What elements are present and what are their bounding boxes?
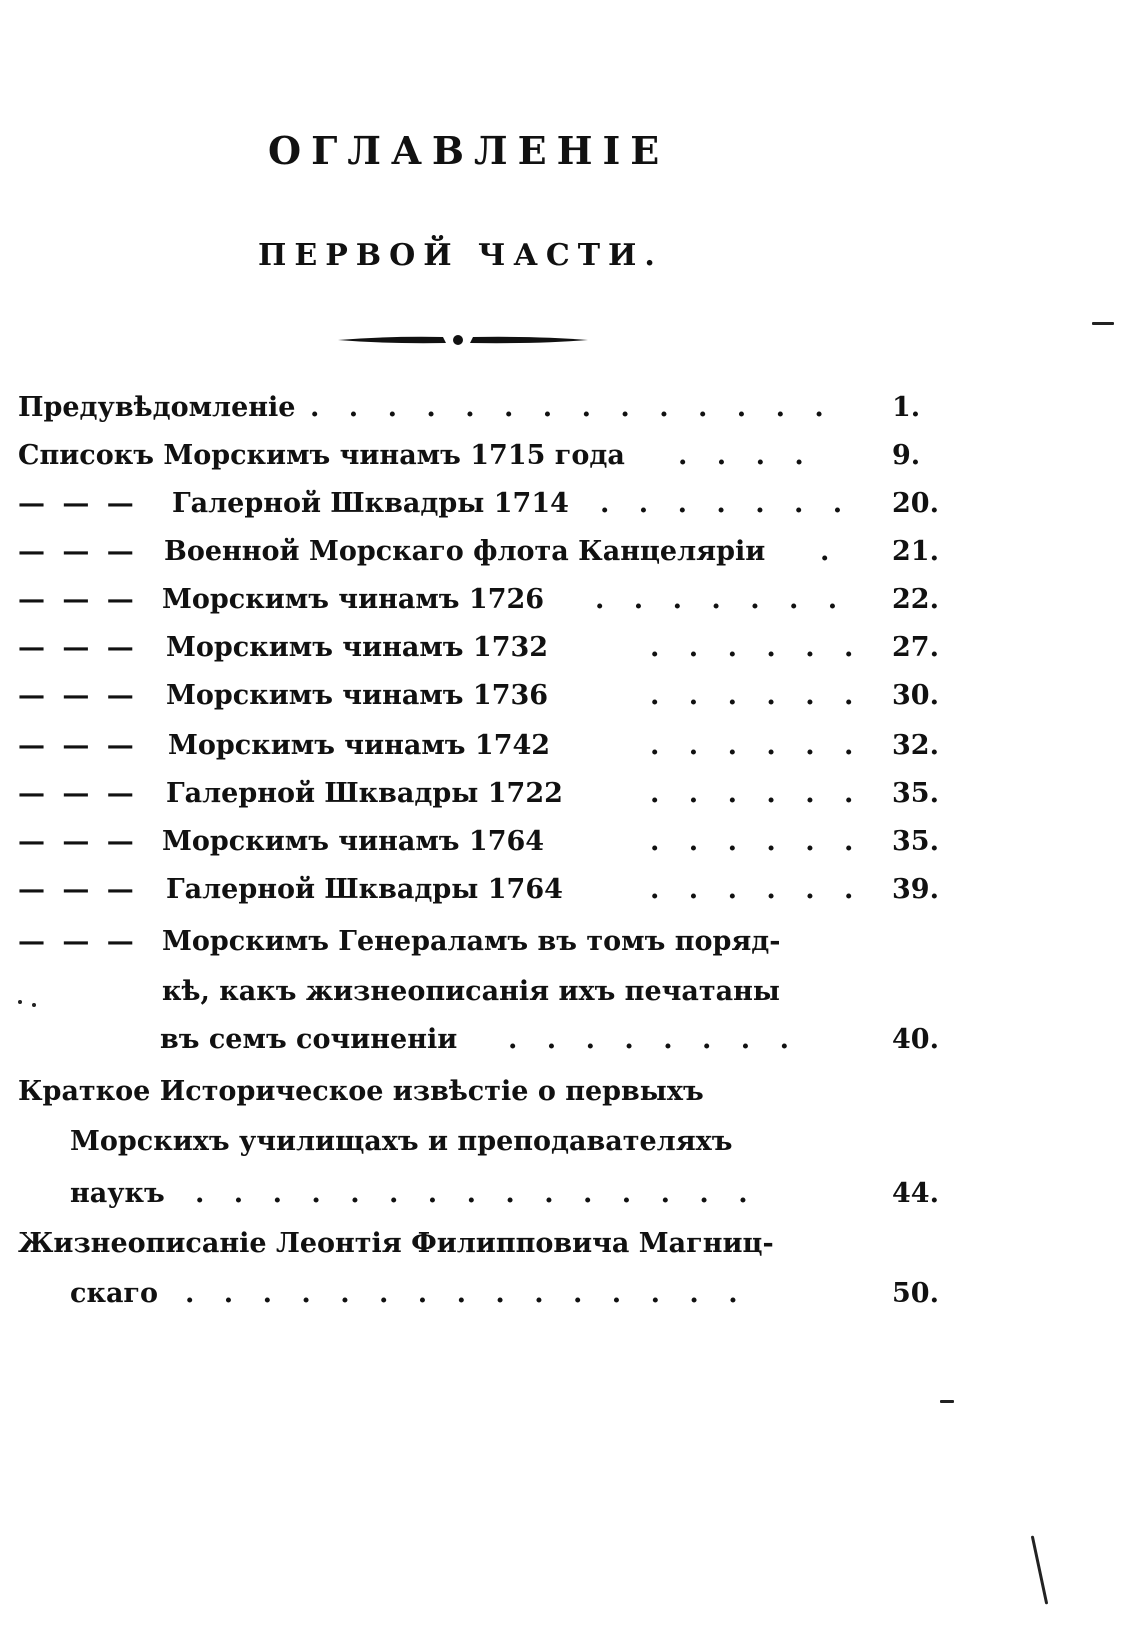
toc-entry-leader: . . . . . .: [650, 632, 864, 663]
toc-entry-title: Галерной Шквадры 1722: [166, 778, 563, 809]
toc-entry: [0, 870, 1140, 910]
toc-entry-dash: — — —: [18, 730, 138, 761]
toc-entry-leader: . . . . . .: [650, 826, 864, 857]
toc-entry-title: Морскимъ чинамъ 1764: [162, 826, 545, 857]
toc-entry-title: Морскихъ училищахъ и преподавателяхъ: [70, 1126, 733, 1157]
toc-entry-leader: .: [820, 536, 840, 567]
toc-entry-title: кѣ, какъ жизнеописанія ихъ печатаны: [162, 976, 780, 1007]
toc-entry: [0, 484, 1140, 524]
toc-entry: [0, 1174, 1140, 1214]
toc-entry-title: Жизнеописаніе Леонтія Филипповича Магниц-: [18, 1228, 774, 1259]
toc-entry-page: 30.: [892, 680, 939, 711]
page-title: ОГЛАВЛЕНІЕ: [268, 128, 670, 173]
toc-entry-leader: . . . . . . . . . . . . . . .: [195, 1178, 758, 1209]
toc-entry-title: Краткое Историческое извѣстіе о первыхъ: [18, 1076, 704, 1107]
toc-entry: [0, 774, 1140, 814]
toc-entry-title: Морскимъ чинамъ 1736: [166, 680, 549, 711]
toc-entry-dash: — — —: [18, 874, 138, 905]
toc-entry: [0, 1020, 1140, 1060]
toc-entry-title: Морскимъ чинамъ 1732: [166, 632, 549, 663]
toc-entry-page: 35.: [892, 778, 939, 809]
toc-entry-title: Списокъ Морскимъ чинамъ 1715 года: [18, 440, 625, 471]
toc-entry-page: 39.: [892, 874, 939, 905]
toc-entry: [0, 726, 1140, 766]
toc-entry-leader: . . . . . . .: [600, 488, 853, 519]
toc-entry-page: 21.: [892, 536, 939, 567]
toc-entry-page: 22.: [892, 584, 939, 615]
toc-entry-leader: . . . . . .: [650, 730, 864, 761]
toc-entry-leader: . . . . . . . .: [508, 1024, 799, 1055]
toc-entry-leader: . . . . . .: [650, 874, 864, 905]
toc-entry-dash: — — —: [18, 632, 138, 663]
toc-entry-title: Морскимъ чинамъ 1742: [168, 730, 551, 761]
toc-entry-title: Морскимъ Генераламъ въ томъ поряд-: [162, 926, 781, 957]
toc-entry-page: 1.: [892, 392, 921, 423]
toc-entry-leader: . . . . . . . . . . . . . . .: [185, 1278, 748, 1309]
toc-entry-title: Галерной Шквадры 1714: [172, 488, 569, 519]
toc-entry-title: скаго: [70, 1278, 158, 1309]
toc-entry-dash: — — —: [18, 488, 138, 519]
toc-entry-dash: — — —: [18, 584, 138, 615]
toc-entry: [0, 532, 1140, 572]
toc-entry-title: наукъ: [70, 1178, 165, 1209]
toc-entry: [0, 628, 1140, 668]
toc-entry-title: Галерной Шквадры 1764: [166, 874, 563, 905]
toc-entry-page: 40.: [892, 1024, 939, 1055]
toc-entry-leader: . . . .: [678, 440, 814, 471]
toc-entry: [0, 822, 1140, 862]
toc-entry-leader: . . . . . . . . . . . . . .: [310, 392, 834, 423]
print-speck: [1092, 322, 1114, 325]
toc-entry-leader: . . . . . .: [650, 778, 864, 809]
toc-entry-title: въ семъ сочиненіи: [160, 1024, 458, 1055]
toc-entry: [0, 1072, 1140, 1112]
print-speck: [32, 1003, 36, 1007]
toc-entry-dash: — — —: [18, 926, 138, 957]
toc-entry-dash: — — —: [18, 680, 138, 711]
toc-entry-page: 9.: [892, 440, 921, 471]
toc-entry-page: 20.: [892, 488, 939, 519]
toc-entry-page: 35.: [892, 826, 939, 857]
toc-entry: [0, 972, 1140, 1012]
toc-entry: [0, 436, 1140, 476]
toc-entry: [0, 580, 1140, 620]
toc-entry-page: 44.: [892, 1178, 939, 1209]
toc-entry-title: Морскимъ чинамъ 1726: [162, 584, 545, 615]
toc-entry: [0, 1224, 1140, 1264]
toc-entry-leader: . . . . . . .: [595, 584, 848, 615]
toc-entry-page: 50.: [892, 1278, 939, 1309]
toc-entry-title: Военной Морскаго флота Канцеляріи: [164, 536, 766, 567]
print-speck: [940, 1400, 954, 1403]
page-subtitle: ПЕРВОЙ ЧАСТИ.: [258, 238, 663, 273]
print-speck: [18, 1000, 22, 1004]
toc-entry: [0, 388, 1140, 428]
toc-entry: [0, 922, 1140, 962]
toc-entry-page: 32.: [892, 730, 939, 761]
toc-entry-title: Предувѣдомленіе: [18, 392, 296, 423]
toc-entry-leader: . . . . . .: [650, 680, 864, 711]
toc-entry: [0, 676, 1140, 716]
toc-entry-page: 27.: [892, 632, 939, 663]
toc-entry: [0, 1122, 1140, 1162]
print-speck: [1031, 1535, 1048, 1604]
toc-entry-dash: — — —: [18, 536, 138, 567]
toc-entry-dash: — — —: [18, 826, 138, 857]
toc-entry: [0, 1274, 1140, 1314]
toc-entry-dash: — — —: [18, 778, 138, 809]
ornamental-rule: [338, 332, 588, 348]
